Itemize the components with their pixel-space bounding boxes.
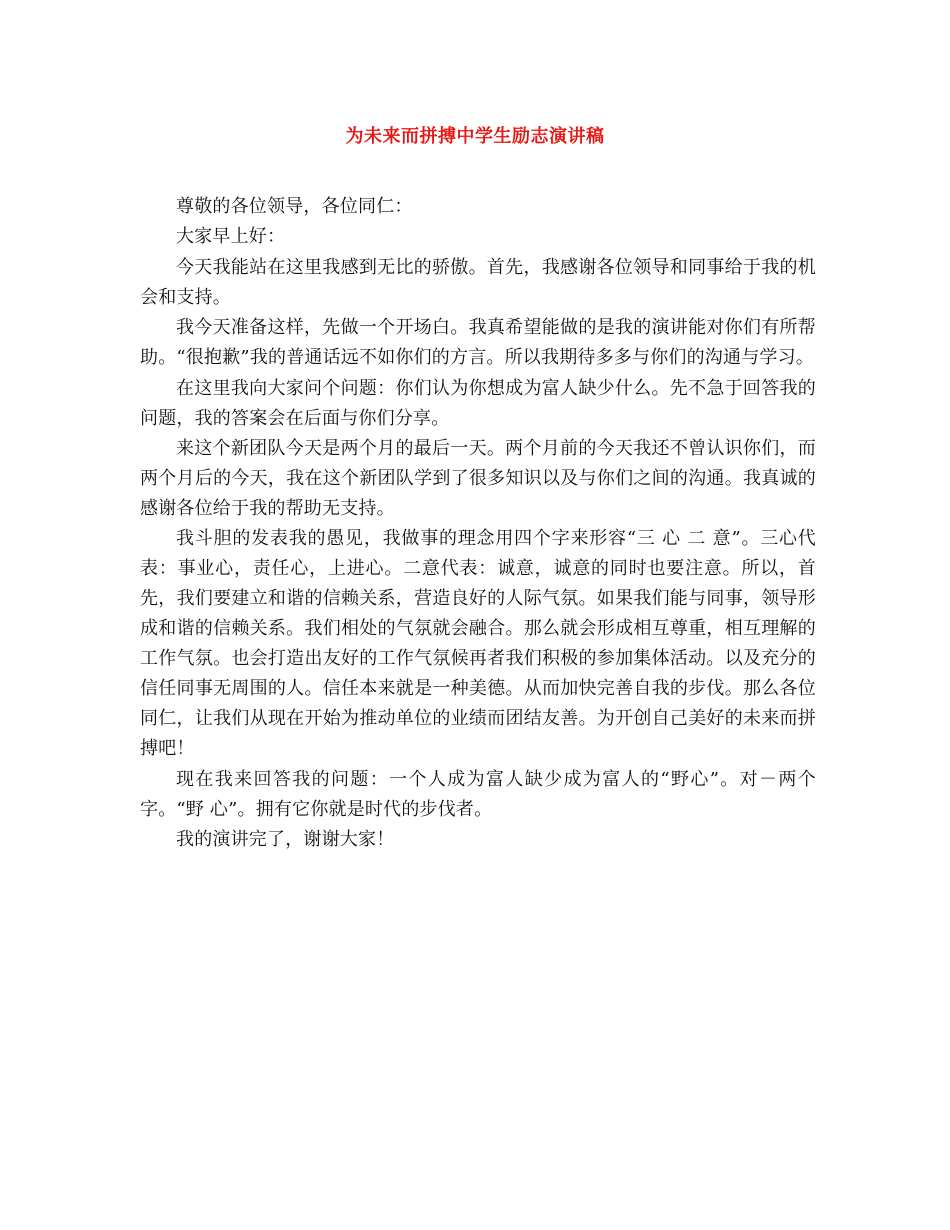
body-paragraph: 在这里我向大家问个问题：你们认为你想成为富人缺少什么。先不急于回答我的问题，我的答案会在后面与你们分享。 xyxy=(140,377,816,429)
body-paragraph: 我今天准备这样，先做一个开场白。我真希望能做的是我的演讲能对你们有所帮助。“很抱歉”我的普通话远不如你们的方言。所以我期待多多与你们的沟通与学习。 xyxy=(140,317,816,369)
closing-paragraph: 我的演讲完了，谢谢大家！ xyxy=(176,829,395,851)
body-paragraph: 我斗胆的发表我的愚见，我做事的理念用四个字来形容“三 心 二 意”。三心代表：事业心，责任心，上进心。二意代表：诚意，诚意的同时也要注意。所以，首先，我们要建立和谐的信赖关系，营造良好的人际气氛。如果我们能与同事，领导形成和谐的信赖关系。我们相处的气氛就会融合。那么就会形成相互尊重，相互理解的工作气氛。也会打造出友好的工作气氛候再者我们积极的参加集体活动。以及充分的信任同事无周围的人。信任本来就是一种美德。从而加快完善自我的步伐。那么各位同仁，让我们从现在开始为推动单位的业绩而团结友善。为开创自己美好的未来而拼搏吧！ xyxy=(140,528,816,760)
document-title: 为未来而拼搏中学生励志演讲稿 xyxy=(345,126,605,147)
body-paragraph: 现在我来回答我的问题：一个人成为富人缺少成为富人的“野心”。对－两个字。“野 心”。拥有它你就是时代的步伐者。 xyxy=(140,768,816,820)
body-paragraph: 来这个新团队今天是两个月的最后一天。两个月前的今天我还不曾认识你们，而两个月后的今天，我在这个新团队学到了很多知识以及与你们之间的沟通。我真诚的感谢各位给于我的帮助无支持。 xyxy=(140,437,816,519)
body-paragraph: 今天我能站在这里我感到无比的骄傲。首先，我感谢各位领导和同事给于我的机会和支持。 xyxy=(140,256,816,308)
greeting-paragraph: 大家早上好： xyxy=(176,226,286,248)
salutation-paragraph: 尊敬的各位领导，各位同仁： xyxy=(176,196,413,217)
document-body xyxy=(140,192,816,856)
